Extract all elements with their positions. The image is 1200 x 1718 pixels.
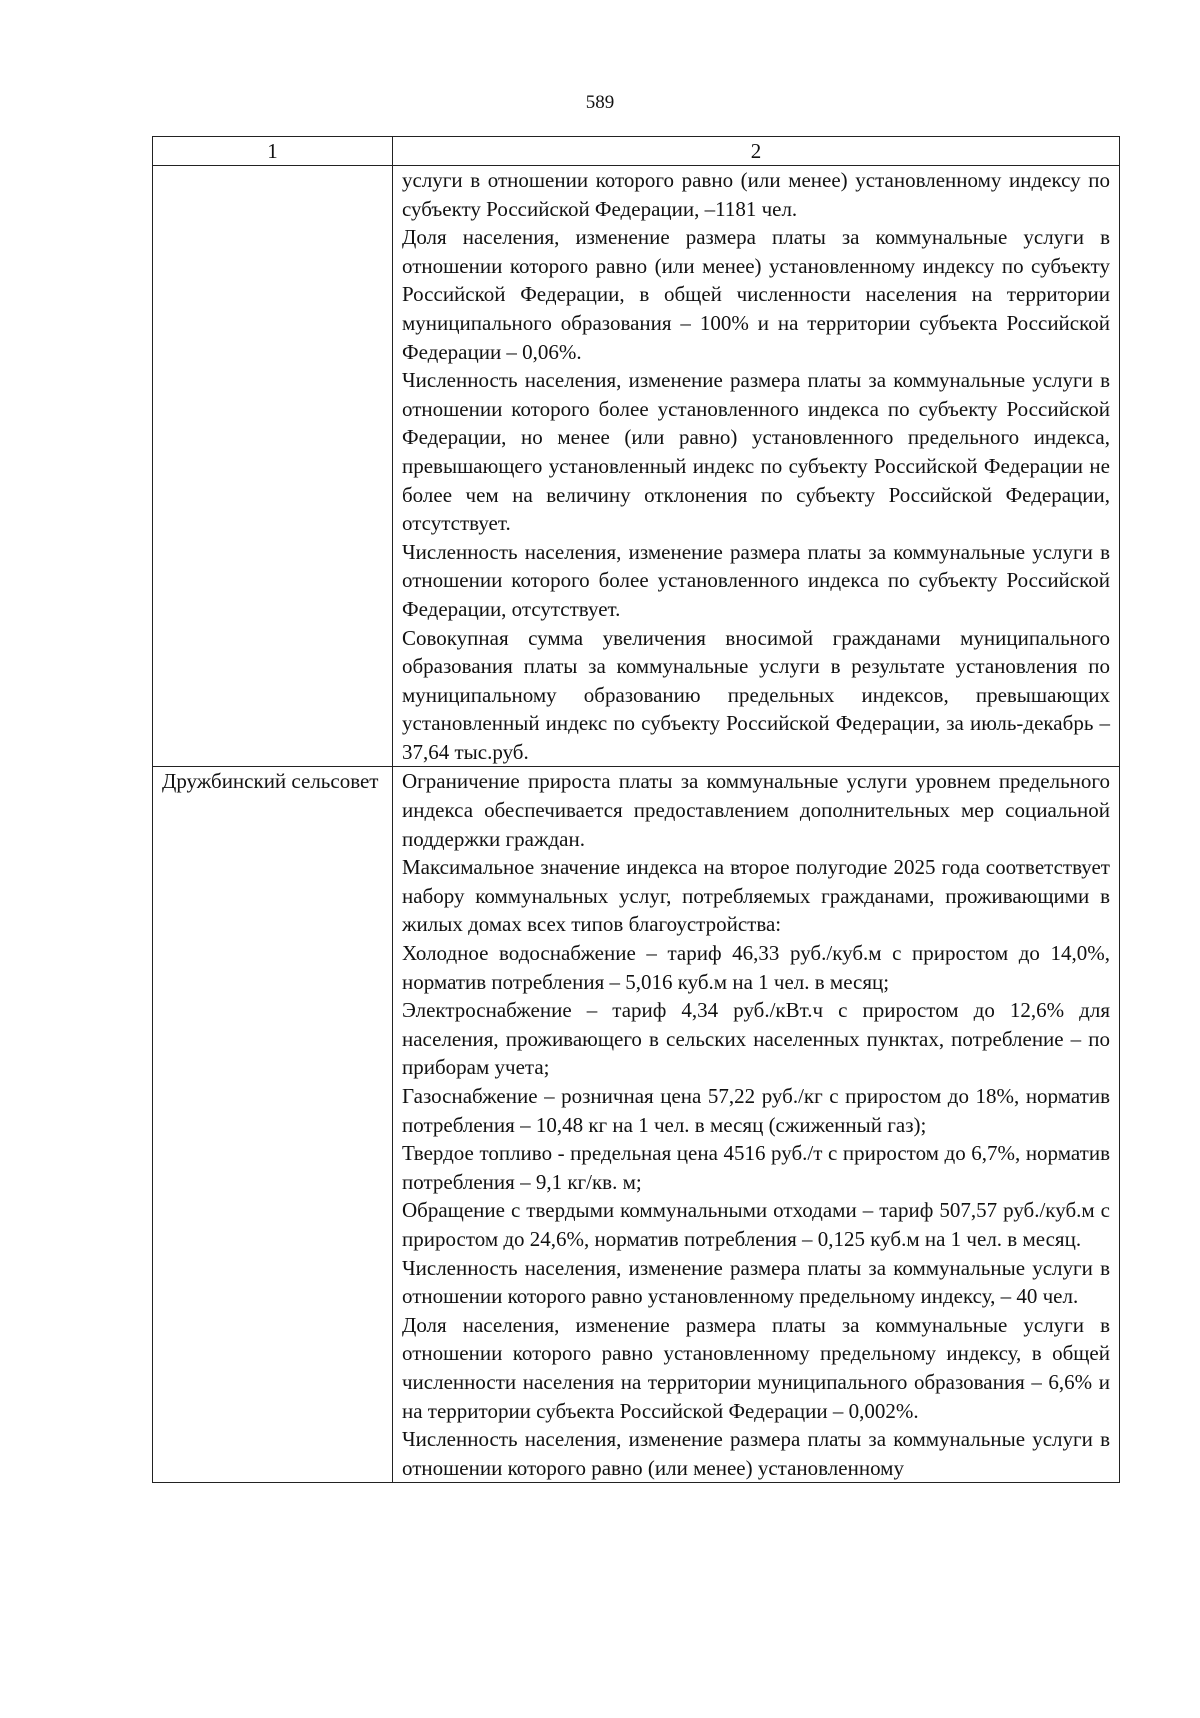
paragraph: Численность населения, изменение размера платы за коммунальные услуги в отношении которого более установленного индекса по субъекту Российской Федерации, отсутствует.: [402, 539, 1110, 621]
paragraph: Обращение с твердыми коммунальными отходами – тариф 507,57 руб./куб.м с приростом до 24,6%, норматив потребления – 0,125 куб.м на 1 чел. в месяц.: [402, 1198, 1110, 1251]
paragraph: Газоснабжение – розничная цена 57,22 руб./кг с приростом до 18%, норматив потребления – 10,48 кг на 1 чел. в месяц (сжиженный газ);: [402, 1084, 1110, 1137]
paragraph: Численность населения, изменение размера платы за коммунальные услуги в отношении которого более установленного индекса по субъекту Российской Федерации, но менее (или равно) установленного предельного индекса, превышающего установленный индекс по субъекту Российской Федерации не более чем на величину отклонения по субъекту Российской Федерации, отсутствует.: [402, 368, 1110, 536]
table-row: [153, 767, 1120, 1483]
paragraph: Электроснабжение – тариф 4,34 руб./кВт.ч с приростом до 12,6% для населения, проживающего в сельских населенных пунктах, потребление – по приборам учета;: [402, 998, 1110, 1080]
paragraph: Доля населения, изменение размера платы за коммунальные услуги в отношении которого равно (или менее) установленному индексу по субъекту Российской Федерации, в общей численности населения на территории муниципального образования – 100% и на территории субъекта Российской Федерации – 0,06%.: [402, 225, 1110, 364]
region-cell: Дружбинский сельсовет: [153, 767, 393, 1483]
paragraph: Твердое топливо - предельная цена 4516 руб./т с приростом до 6,7%, норматив потребления – 9,1 кг/кв. м;: [402, 1141, 1110, 1194]
paragraph: услуги в отношении которого равно (или менее) установленному индексу по субъекту Российской Федерации, –1181 чел.: [402, 168, 1110, 221]
table-header-row: [153, 137, 1120, 166]
paragraph: Численность населения, изменение размера платы за коммунальные услуги в отношении которого равно установленному предельному индексу, – 40 чел.: [402, 1255, 1110, 1309]
paragraph: Ограничение прироста платы за коммунальные услуги уровнем предельного индекса обеспечивается предоставлением дополнительных мер социальной поддержки граждан.: [402, 769, 1110, 851]
page-number: 589: [585, 92, 615, 113]
description-cell: [393, 166, 1120, 767]
column-header-1: 1: [153, 137, 393, 166]
region-cell: [153, 166, 393, 767]
data-table: [152, 136, 1120, 1483]
paragraph: Холодное водоснабжение – тариф 46,33 руб./куб.м с приростом до 14,0%, норматив потребления – 5,016 куб.м на 1 чел. в месяц;: [402, 941, 1110, 994]
column-header-2: 2: [393, 137, 1120, 166]
paragraph: Совокупная сумма увеличения вносимой гражданами муниципального образования платы за коммунальные услуги в результате установления по муниципальному образованию предельных индексов, превышающих установленный индекс по субъекту Российской Федерации, за июль-декабрь – 37,64 тыс.руб.: [402, 625, 1110, 764]
description-cell: [393, 767, 1120, 1483]
paragraph: Численность населения, изменение размера платы за коммунальные услуги в отношении которого равно (или менее) установленному: [402, 1427, 1110, 1480]
paragraph: Максимальное значение индекса на второе полугодие 2025 года соответствует набору коммунальных услуг, потребляемых гражданами, проживающими в жилых домах всех типов благоустройства:: [402, 855, 1110, 937]
paragraph: Доля населения, изменение размера платы за коммунальные услуги в отношении которого равно установленному предельному индексу, в общей численности населения на территории муниципального образования – 6,6% и на территории субъекта Российской Федерации – 0,002%.: [402, 1312, 1110, 1423]
table-row: [153, 166, 1120, 767]
